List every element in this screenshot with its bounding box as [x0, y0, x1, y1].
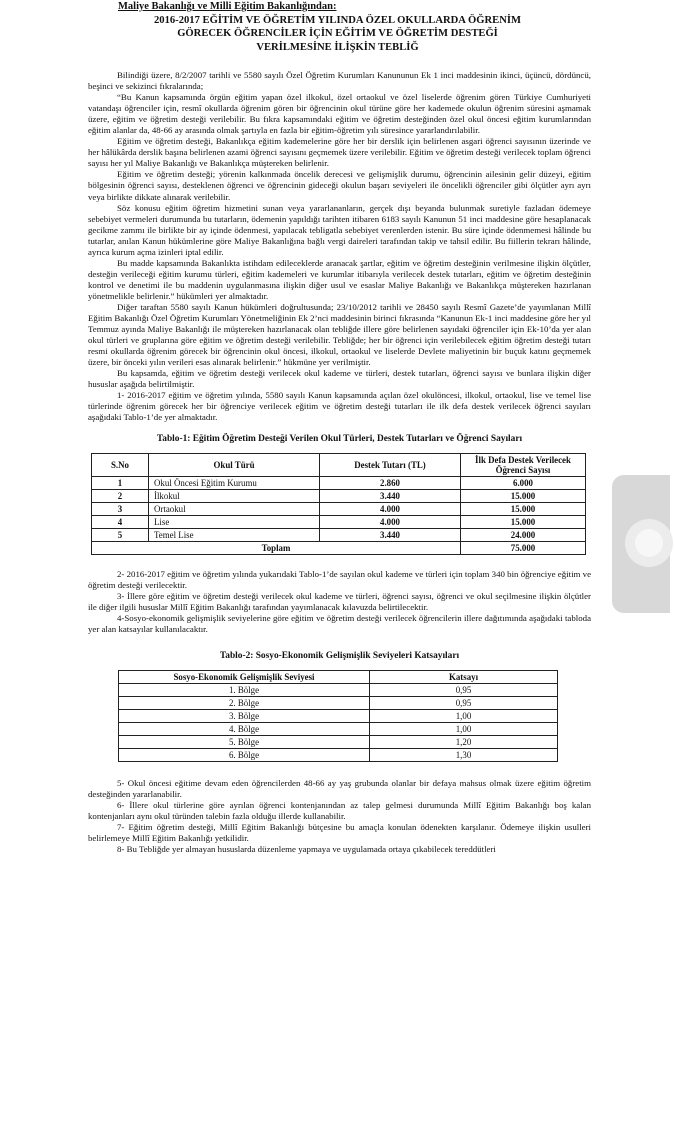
table-row — [119, 683, 558, 696]
table2-caption: Tablo-2: Sosyo-Ekonomik Gelişmişlik Seviyeleri Katsayıları — [219, 650, 460, 661]
table-row — [119, 709, 558, 722]
table1-header: İlk Defa Destek Verilecek Öğrenci Sayısı — [461, 453, 586, 476]
paragraph: Bu madde kapsamında Bakanlıkta istihdam edileceklerde aranacak şartlar, eğitim ve öğretim desteğinin verilmesine ilişkin ölçütler, desteğin verileceği eğitim kurumu türleri, eğitim kademeleri ve kurumlar itibarıyla verilecek destek tutarları, eğitim ve öğretim desteğinin kontrol ve denetimi ile bu maddenin uygulanmasına ilişkin diğer usul ve esaslar Maliye Bakanlığı ve Bakanlıkça müştereken hazırlanan yönetmelikle belirlenir.” hükümleri yer almaktadır. — [88, 257, 591, 301]
table1-header-row — [92, 453, 586, 476]
student-count: 15.000 — [461, 489, 586, 502]
table-row — [92, 502, 586, 515]
table1-header: Okul Türü — [149, 453, 320, 476]
row-number: 1 — [92, 476, 149, 489]
title-line-1: 2016-2017 EĞİTİM VE ÖĞRETİM YILINDA ÖZEL OKULLARDA ÖĞRENİM — [153, 15, 521, 26]
table2-header-row — [119, 670, 558, 683]
coefficient: 1,30 — [370, 748, 558, 761]
school-type: Okul Öncesi Eğitim Kurumu — [149, 476, 320, 489]
table-row — [119, 748, 558, 761]
row-number: 2 — [92, 489, 149, 502]
table-row — [92, 528, 586, 541]
issuing-ministries: Maliye Bakanlığı ve Milli Eğitim Bakanlığından: — [118, 1, 337, 12]
paragraph: Eğitim ve öğretim desteği; yörenin kalkınmada öncelik derecesi ve gelişmişlik durumu, öğrencinin ailesinin gelir düzeyi, eğitim bölgesinin öğrenci sayısı, desteklenen öğrenci ve öğrencinin gideceği okulun başarı seviyeleri ile öncelikli öğrenciler gibi ölçütler ayrı ayrı veya birlikte dikkate alınarak verilebilir. — [88, 169, 591, 202]
coefficient: 0,95 — [370, 696, 558, 709]
paragraph: 7- Eğitim öğretim desteği, Millî Eğitim Bakanlığı bütçesine bu amaçla konulan ödenekten karşılanır. Ödemeye ilişkin usulleri belirlemeye Millî Eğitim Bakanlığı yetkilidir. — [88, 822, 591, 844]
table1-total-row — [92, 541, 586, 554]
table1-caption: Tablo-1: Eğitim Öğretim Desteği Verilen Okul Türleri, Destek Tutarları ve Öğrenci Sayıları — [156, 433, 523, 444]
total-label: Toplam — [92, 541, 461, 554]
paragraph: 8- Bu Tebliğde yer almayan hususlarda düzenleme yapmaya ve uygulamada ortaya çıkabilecek tereddütleri — [117, 844, 496, 855]
table1-header: Destek Tutarı (TL) — [320, 453, 461, 476]
coefficient: 1,00 — [370, 722, 558, 735]
support-amount: 4.000 — [320, 515, 461, 528]
title-line-2: GÖRECEK ÖĞRENCİLER İÇİN EĞİTİM VE ÖĞRETİM DESTEĞİ — [177, 28, 498, 40]
region-level: 4. Bölge — [119, 722, 370, 735]
table-row — [92, 489, 586, 502]
title-line-3: VERİLMESİNE İLİŞKİN TEBLİĞ — [256, 41, 419, 53]
support-amount: 4.000 — [320, 502, 461, 515]
coefficient: 0,95 — [370, 683, 558, 696]
row-number: 4 — [92, 515, 149, 528]
document-body — [88, 68, 591, 855]
table-row — [92, 476, 586, 489]
paragraph: 6- İllere okul türlerine göre ayrılan öğrenci kontenjanından az talep gelmesi durumunda Millî Eğitim Bakanlığı boş kalan kontenjanları aynı okul türünden talebin fazla olduğu illerde kullanabilir. — [88, 799, 591, 822]
paragraph: 5- Okul öncesi eğitime devam eden öğrencilerden 48-66 ay yaş grubunda olanlar bir defaya mahsus olmak üzere eğitim öğretim desteğinden yararlanabilir. — [88, 777, 591, 799]
paragraph: 3- İllere göre eğitim ve öğretim desteği verilecek okul kademe ve türleri, öğrenci sayısı, öğrenci ve okul seçilmesine ilişkin ölçütler ile diğer ilgili hususlar Millî Eğitim Bakanlığı tarafından yayımlanacak kılavuzda belirtilecektir. — [88, 590, 591, 612]
table2 — [118, 670, 558, 762]
paragraph: Söz konusu eğitim öğretim hizmetini sunan veya yararlananların, gerçek dışı beyanda bulunmak suretiyle fazladan ödemeye sebebiyet vermeleri durumunda bu tutarların, ödemenin yapıldığı tarihten itibaren 6183 sayılı Kanunun 51 inci maddesine göre hesaplanacak gecikme zammı ile birlikte bir ay içinde ödenmesi, yapılacak tebligatla sebebiyet verenlerden istenir. Bu süre içinde ödenmemesi hâlinde bu tutarlar, anılan Kanun hükümlerine göre Maliye Bakanlığına bağlı vergi daireleri tarafından takip ve tahsil edilir. Bu fiillerin tekrarı hâlinde, ayrıca kurum açma izinleri iptal edilir. — [88, 202, 591, 257]
region-level: 5. Bölge — [119, 735, 370, 748]
table-row — [92, 515, 586, 528]
assistive-touch-dot-icon — [635, 529, 663, 557]
total-value: 75.000 — [461, 541, 586, 554]
paragraph: 2- 2016-2017 eğitim ve öğretim yılında yukarıdaki Tablo-1’de sayılan okul kademe ve türleri için toplam 340 bin öğrenciye eğitim ve öğretim desteği verilecektir. — [88, 568, 591, 590]
school-type: Lise — [149, 515, 320, 528]
paragraph: 4-Sosyo-ekonomik gelişmişlik seviyelerine göre eğitim ve öğretim desteği verilecek öğrencilerin illere dağıtımında aşağıdaki tabloda yer alan katsayılar kullanılacaktır. — [88, 612, 591, 634]
document-title — [60, 14, 615, 54]
table1-header: S.No — [92, 453, 149, 476]
table-row — [119, 735, 558, 748]
paragraph: “Bu Kanun kapsamında örgün eğitim yapan özel ilkokul, özel ortaokul ve özel liselerde öğrenim gören Türkiye Cumhuriyeti vatandaşı öğrenciler için, resmî okullarda öğrenim gören bir öğrencinin okul türüne göre her kademede okulun öğrenim süresini aşmamak üzere, eğitim ve öğretim desteği verilebilir. Bu fıkra kapsamındaki eğitim ve öğretim desteğinden özel okul öncesi eğitim kurumlarından eğitim alanlar da, 48-66 ay arasında olmak şartıyla en fazla bir eğitim-öğretim yılı süresince yararlandırılabilir. — [88, 92, 591, 136]
paragraph: Bilindiği üzere, 8/2/2007 tarihli ve 5580 sayılı Özel Öğretim Kurumları Kanununun Ek 1 inci maddesinin ikinci, üçüncü, dördüncü, beşinci ve sekizinci fıkralarında; — [88, 70, 591, 92]
coefficient: 1,20 — [370, 735, 558, 748]
region-level: 1. Bölge — [119, 683, 370, 696]
support-amount: 2.860 — [320, 476, 461, 489]
paragraph: Bu kapsamda, eğitim ve öğretim desteği verilecek okul kademe ve türleri, destek tutarları, öğrenci sayısı ve bunlara ilişkin diğer hususlar aşağıda belirtilmiştir. — [88, 368, 591, 390]
school-type: Ortaokul — [149, 502, 320, 515]
region-level: 6. Bölge — [119, 748, 370, 761]
row-number: 5 — [92, 528, 149, 541]
region-level: 2. Bölge — [119, 696, 370, 709]
region-level: 3. Bölge — [119, 709, 370, 722]
table2-header: Katsayı — [370, 670, 558, 683]
table-row — [119, 696, 558, 709]
coefficient: 1,00 — [370, 709, 558, 722]
student-count: 15.000 — [461, 502, 586, 515]
student-count: 6.000 — [461, 476, 586, 489]
paragraph: 1- 2016-2017 eğitim ve öğretim yılında, 5580 sayılı Kanun kapsamında açılan özel okulöncesi, ilkokul, ortaokul, lise ve temel lise türlerinde öğrenim görecek her bir öğrenciye verilecek eğitim ve öğretim desteği tutarları ile ilk defa destek verilecek öğrenci sayıları aşağıdaki Tablo-1’de yer almaktadır. — [88, 390, 591, 423]
student-count: 15.000 — [461, 515, 586, 528]
student-count: 24.000 — [461, 528, 586, 541]
table-row — [119, 722, 558, 735]
paragraph: Diğer taraftan 5580 sayılı Kanun hükümleri doğrultusunda; 23/10/2012 tarihli ve 28450 sayılı Resmî Gazete’de yayımlanan Millî Eğitim Bakanlığı Özel Öğretim Kurumları Yönetmeliğinin Ek 2’nci maddesinin birinci fıkrasında “Kanunun Ek-1 inci maddesine göre her yıl Temmuz ayında Maliye Bakanlığı ile müştereken hazırlanacak olan tebliğde illere göre belirlenen sayıdaki öğrenciler için Ek-10’da yer alan okul türleri ve gruplarına göre eğitim ve öğretim desteği verilebilir. Tebliğde; her bir öğrenci için verilebilecek eğitim öğretim desteği tutarı resmi okullarda öğrenim görecek bir öğrencinin okul öncesi, ilkokul, ortaokul ve liselerde Devlete maliyetinin bir buçuk katını geçmemek üzere, bir önceki yılın verileri esas alınarak belirlenir.” hükmüne yer verilmiştir. — [88, 301, 591, 368]
table2-header: Sosyo-Ekonomik Gelişmişlik Seviyesi — [119, 670, 370, 683]
support-amount: 3.440 — [320, 489, 461, 502]
school-type: Temel Lise — [149, 528, 320, 541]
table1 — [91, 453, 586, 555]
row-number: 3 — [92, 502, 149, 515]
paragraph: Eğitim ve öğretim desteği, Bakanlıkça eğitim kademelerine göre her bir derslik için belirlenen asgari öğrenci sayısının üzerinde ve her hâlükârda derslik başına belirlenen azami öğrenci sayısını geçmemek üzere verilebilir. Eğitim ve öğretim desteği verilecek toplam öğrenci sayısı her yıl Maliye Bakanlığı ve Bakanlıkça müştereken belirlenir. — [88, 136, 591, 169]
school-type: İlkokul — [149, 489, 320, 502]
support-amount: 3.440 — [320, 528, 461, 541]
